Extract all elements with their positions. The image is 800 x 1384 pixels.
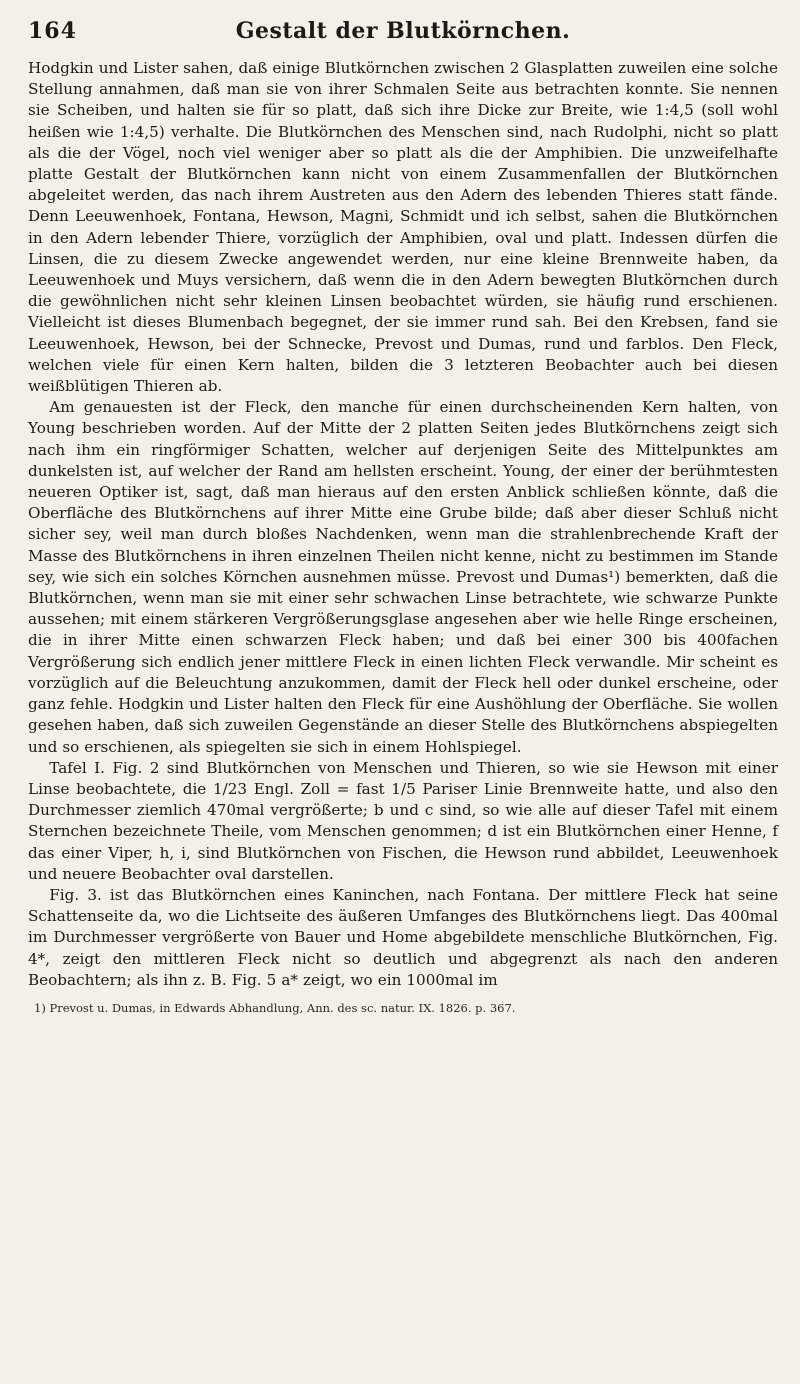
paragraph: Am genauesten ist der Fleck, den manche für einen durchscheinenden Kern halten, von Young beschrieben worden. Auf der Mitte der 2 platten Seiten jedes Blutkörnchens zeigt sich nach ihm ein ringförmiger Schatten, welcher auf derjenigen Seite des Mittelpunktes am dunkelsten ist, auf welcher der Rand am hellsten erscheint. Young, der einer der berühmtesten neueren Optiker ist, sagt, daß man hieraus auf den ersten Anblick schließen könnte, daß die Oberfläche des Blutkörnchens auf ihrer Mitte eine Grube bilde; daß aber dieser Schluß nicht sicher sey, weil man durch bloßes Nachdenken, wenn man die strahlenbrechende Kraft der Masse des Blutkörnchens in ihren einzelnen Theilen nicht kenne, nicht zu bestimmen im Stande sey, wie sich ein solches Körnchen ausnehmen müsse. Prevost und Dumas¹) bemerkten, daß die Blutkörnchen, wenn man sie mit einer sehr schwachen Linse betrachtete, wie schwarze Punkte aussehen; mit einem stärkeren Vergrößerungsglase angesehen aber wie helle Ringe erscheinen, die in ihrer Mitte einen schwarzen Fleck haben; und daß bei einer 300 bis 400fachen Vergrößerung sich endlich jener mittlere Fleck in einen lichten Fleck verwandle. Mir scheint es vorzüglich auf die Beleuchtung anzukommen, damit der Fleck hell oder dunkel erscheine, oder ganz fehle. Hodgkin und Lister halten den Fleck für eine Aushöhlung der Oberfläche. Sie wollen gesehen haben, daß sich zuweilen Gegenstände an dieser Stelle des Blutkörnchens abspiegelten und so erschienen, als spiegelten sie sich in einem Hohlspiegel. — [28, 398, 778, 756]
body-text — [28, 58, 778, 991]
running-title: Gestalt der Blutkörnchen. — [235, 18, 571, 44]
paragraph: Hodgkin und Lister sahen, daß einige Blutkörnchen zwischen 2 Glasplatten zuweilen eine solche Stellung annahmen, daß man sie von ihrer Schmalen Seite aus betrachten konnte. Sie nennen sie Scheiben, und halten sie für so platt, daß sich ihre Dicke zur Breite, wie 1:4,5 (soll wohl heißen wie 1:4,5) verhalte. Die Blutkörnchen des Menschen sind, nach Rudolphi, nicht so platt als die der Vögel, noch viel weniger aber so platt als die der Amphibien. Die unzweifelhafte platte Gestalt der Blutkörnchen kann nicht von einem Zusammenfallen der Blutkörnchen abgeleitet werden, das nach ihrem Austreten aus den Adern des lebenden Thieres statt fände. Denn Leeuwenhoek, Fontana, Hewson, Magni, Schmidt und ich selbst, sahen die Blutkörnchen in den Adern lebender Thiere, vorzüglich der Amphibien, oval und platt. Indessen dürfen die Linsen, die zu diesem Zwecke angewendet werden, nur eine kleine Brennweite haben, da Leeuwenhoek und Muys versichern, daß wenn die in den Adern bewegten Blutkörnchen durch die gewöhnlichen nicht sehr kleinen Linsen beobachtet würden, sie häufig rund erschienen. Vielleicht ist dieses Blumenbach begegnet, der sie immer rund sah. Bei den Krebsen, fand sie Leeuwenhoek, Hewson, bei der Schnecke, Prevost und Dumas, rund und farblos. Den Fleck, welchen viele für einen Kern halten, bilden die 3 letzteren Beobachter auch bei diesen weißblütigen Thieren ab. — [28, 59, 778, 396]
paragraph: Fig. 3. ist das Blutkörnchen eines Kaninchen, nach Fontana. Der mittlere Fleck hat seine Schattenseite da, wo die Lichtseite des äußeren Umfanges des Blutkörnchens liegt. Das 400mal im Durchmesser vergrößerte von Bauer und Home abgebildete menschliche Blutkörnchen, Fig. 4*, zeigt den mittleren Fleck nicht so deutlich und abgegrenzt als nach den anderen Beobachtern; als ihn z. B. Fig. 5 a* zeigt, wo ein 1000mal im — [28, 885, 778, 989]
footnote: 1) Prevost u. Dumas, in Edwards Abhandlung, Ann. des sc. natur. IX. 1826. p. 367. — [34, 1000, 516, 1015]
page-header — [28, 18, 778, 52]
paragraph: Tafel I. Fig. 2 sind Blutkörnchen von Menschen und Thieren, so wie sie Hewson mit einer Linse beobachtete, die 1/23 Engl. Zoll = fast 1/5 Pariser Linie Brennweite hatte, und also den Durchmesser ziemlich 470mal vergrößerte; b und c sind, so wie alle auf dieser Tafel mit einem Sternchen bezeichnete Theile, vom Menschen genommen; d ist ein Blutkörnchen einer Henne, f das einer Viper, h, i, sind Blutkörnchen von Fischen, die Hewson rund abbildet, Leeuwenhoek und neuere Beobachter oval darstellen. — [28, 758, 778, 883]
page-number: 164 — [28, 18, 77, 44]
